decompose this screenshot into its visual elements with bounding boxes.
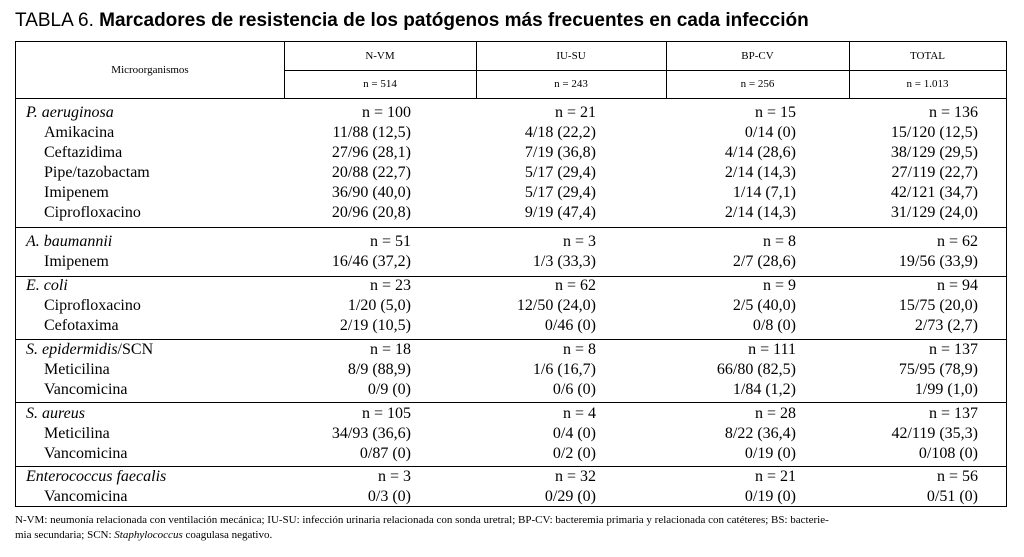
- value-iusu: 5/17 (29,4): [524, 184, 596, 201]
- count-total: n = 56: [936, 468, 978, 485]
- value-total: 15/75 (20,0): [898, 297, 978, 314]
- organism-name: [26, 103, 114, 123]
- value-bpcv: 0/19 (0): [744, 488, 796, 505]
- group-separator: [16, 402, 1006, 403]
- organism-row: [16, 276, 1006, 296]
- value-nvm: 34/93 (36,6): [331, 425, 411, 442]
- value-iusu: 7/19 (36,8): [524, 144, 596, 161]
- antibiotic-name: Pipe/tazobactam: [44, 164, 150, 181]
- value-total: 15/120 (12,5): [890, 124, 978, 141]
- value-total: 1/99 (1,0): [914, 381, 978, 398]
- count-iusu: n = 3: [562, 233, 596, 250]
- antibiotic-name: Cefotaxima: [44, 317, 119, 334]
- header-col-nvm: N-VM: [365, 50, 395, 62]
- organism-row: [16, 340, 1006, 360]
- value-bpcv: 1/84 (1,2): [732, 381, 796, 398]
- value-nvm: 20/88 (22,7): [331, 164, 411, 181]
- value-nvm: 20/96 (20,8): [331, 204, 411, 221]
- value-nvm: 36/90 (40,0): [331, 184, 411, 201]
- value-iusu: 0/4 (0): [552, 425, 596, 442]
- count-nvm: n = 51: [369, 233, 411, 250]
- antibiotic-name: Meticilina: [44, 361, 110, 378]
- antibiotic-row: [16, 252, 1006, 272]
- count-bpcv: n = 8: [762, 233, 796, 250]
- value-iusu: 5/17 (29,4): [524, 164, 596, 181]
- organism-name-italic: E. coli: [26, 277, 68, 294]
- organism-name-italic: P. aeruginosa: [26, 104, 114, 121]
- value-nvm: 1/20 (5,0): [347, 297, 411, 314]
- antibiotic-row: [16, 143, 1006, 163]
- value-iusu: 0/29 (0): [544, 488, 596, 505]
- organism-row: [16, 103, 1006, 123]
- organism-name-italic: S. epidermidis: [26, 341, 118, 358]
- organism-name: [26, 467, 166, 487]
- value-iusu: 1/3 (33,3): [532, 253, 596, 270]
- value-iusu: 4/18 (22,2): [524, 124, 596, 141]
- count-bpcv: n = 111: [748, 341, 796, 358]
- value-total: 19/56 (33,9): [898, 253, 978, 270]
- organism-name-italic: A. baumannii: [26, 233, 113, 250]
- organism-name: [26, 276, 68, 296]
- count-iusu: n = 21: [554, 104, 596, 121]
- count-nvm: n = 23: [369, 277, 411, 294]
- table-header: [16, 42, 1006, 99]
- antibiotic-name: Vancomicina: [44, 445, 128, 462]
- header-microorganisms: Microorganismos: [111, 64, 189, 76]
- value-total: 0/51 (0): [926, 488, 978, 505]
- antibiotic-name: Imipenem: [44, 253, 109, 270]
- value-bpcv: 2/7 (28,6): [732, 253, 796, 270]
- table-title-text: Marcadores de resistencia de los patógenos más frecuentes en cada infección: [99, 10, 809, 31]
- antibiotic-row: [16, 444, 1006, 464]
- count-total: n = 137: [928, 405, 978, 422]
- antibiotic-name: Ceftazidima: [44, 144, 123, 161]
- value-nvm: 16/46 (37,2): [331, 253, 411, 270]
- value-total: 75/95 (78,9): [898, 361, 978, 378]
- value-bpcv: 1/14 (7,1): [732, 184, 796, 201]
- table-body: [16, 99, 1006, 506]
- value-bpcv: 2/14 (14,3): [724, 164, 796, 181]
- value-iusu: 1/6 (16,7): [532, 361, 596, 378]
- value-total: 0/108 (0): [918, 445, 978, 462]
- value-bpcv: 0/14 (0): [744, 124, 796, 141]
- value-nvm: 2/19 (10,5): [339, 317, 411, 334]
- value-iusu: 9/19 (47,4): [524, 204, 596, 221]
- header-col-bpcv: BP-CV: [741, 50, 774, 62]
- antibiotic-row: [16, 316, 1006, 336]
- value-total: 27/119 (22,7): [891, 164, 978, 181]
- header-n-total: n = 1.013: [906, 78, 949, 90]
- header-n-bpcv: n = 256: [740, 78, 775, 90]
- count-total: n = 137: [928, 341, 978, 358]
- count-total: n = 136: [928, 104, 978, 121]
- count-iusu: n = 8: [562, 341, 596, 358]
- value-bpcv: 8/22 (36,4): [724, 425, 796, 442]
- table-footnote: [15, 513, 1010, 543]
- count-iusu: n = 4: [562, 405, 596, 422]
- value-bpcv: 4/14 (28,6): [724, 144, 796, 161]
- value-total: 38/129 (29,5): [890, 144, 978, 161]
- organism-name: [26, 340, 153, 360]
- value-bpcv: 2/5 (40,0): [732, 297, 796, 314]
- antibiotic-row: [16, 163, 1006, 183]
- organism-row: [16, 232, 1006, 252]
- value-total: 42/119 (35,3): [891, 425, 978, 442]
- value-nvm: 27/96 (28,1): [331, 144, 411, 161]
- count-nvm: n = 100: [361, 104, 411, 121]
- antibiotic-row: [16, 123, 1006, 143]
- count-total: n = 94: [936, 277, 978, 294]
- value-iusu: 0/2 (0): [552, 445, 596, 462]
- organism-name: [26, 232, 112, 252]
- antibiotic-name: Amikacina: [44, 124, 115, 141]
- antibiotic-row: [16, 183, 1006, 203]
- value-iusu: 0/46 (0): [544, 317, 596, 334]
- organism-name-suffix: /SCN: [117, 341, 154, 358]
- value-nvm: 0/3 (0): [367, 488, 411, 505]
- value-bpcv: 2/14 (14,3): [724, 204, 796, 221]
- value-nvm: 8/9 (88,9): [347, 361, 411, 378]
- value-total: 31/129 (24,0): [890, 204, 978, 221]
- count-bpcv: n = 21: [754, 468, 796, 485]
- footnote-line-1: N-VM: neumonía relacionada con ventilación mecánica; IU-SU: infección urinaria relacionada con sonda uretral; BP-CV: bacteremia primaria y relacionada con catéteres; BS: bacterie-: [15, 514, 829, 526]
- antibiotic-name: Vancomicina: [44, 488, 128, 505]
- value-bpcv: 0/19 (0): [744, 445, 796, 462]
- organism-row: [16, 467, 1006, 487]
- table-title-prefix: TABLA 6.: [15, 10, 94, 31]
- organism-name: [26, 404, 85, 424]
- count-iusu: n = 62: [554, 277, 596, 294]
- count-nvm: n = 3: [377, 468, 411, 485]
- header-col-total: TOTAL: [910, 50, 945, 62]
- organism-name-italic: S. aureus: [26, 405, 85, 422]
- antibiotic-row: [16, 487, 1006, 507]
- count-total: n = 62: [936, 233, 978, 250]
- resistance-table: [15, 41, 1007, 507]
- value-total: 42/121 (34,7): [890, 184, 978, 201]
- footnote-line-2a: mia secundaria; SCN:: [15, 529, 115, 541]
- count-bpcv: n = 15: [754, 104, 796, 121]
- antibiotic-name: Ciprofloxacino: [44, 204, 141, 221]
- group-separator: [16, 227, 1006, 228]
- header-n-nvm: n = 514: [363, 78, 397, 90]
- value-iusu: 12/50 (24,0): [516, 297, 596, 314]
- organism-row: [16, 404, 1006, 424]
- antibiotic-name: Imipenem: [44, 184, 109, 201]
- header-col-iusu: IU-SU: [556, 50, 586, 62]
- table-title: [15, 10, 1015, 32]
- antibiotic-name: Ciprofloxacino: [44, 297, 141, 314]
- antibiotic-name: Vancomicina: [44, 381, 128, 398]
- footnote-italic-term: Staphylococcus: [114, 529, 183, 541]
- value-bpcv: 0/8 (0): [752, 317, 796, 334]
- count-bpcv: n = 9: [762, 277, 796, 294]
- value-total: 2/73 (2,7): [914, 317, 978, 334]
- value-bpcv: 66/80 (82,5): [716, 361, 796, 378]
- antibiotic-row: [16, 360, 1006, 380]
- antibiotic-row: [16, 424, 1006, 444]
- header-n-iusu: n = 243: [554, 78, 588, 90]
- antibiotic-row: [16, 380, 1006, 400]
- value-iusu: 0/6 (0): [552, 381, 596, 398]
- organism-name-italic: Enterococcus faecalis: [26, 468, 167, 485]
- value-nvm: 11/88 (12,5): [332, 124, 411, 141]
- footnote-line-2b: coagulasa negativo.: [182, 529, 273, 541]
- count-iusu: n = 32: [554, 468, 596, 485]
- count-nvm: n = 18: [369, 341, 411, 358]
- value-nvm: 0/9 (0): [367, 381, 411, 398]
- value-nvm: 0/87 (0): [359, 445, 411, 462]
- count-nvm: n = 105: [361, 405, 411, 422]
- antibiotic-row: [16, 296, 1006, 316]
- antibiotic-row: [16, 203, 1006, 223]
- antibiotic-name: Meticilina: [44, 425, 110, 442]
- count-bpcv: n = 28: [754, 405, 796, 422]
